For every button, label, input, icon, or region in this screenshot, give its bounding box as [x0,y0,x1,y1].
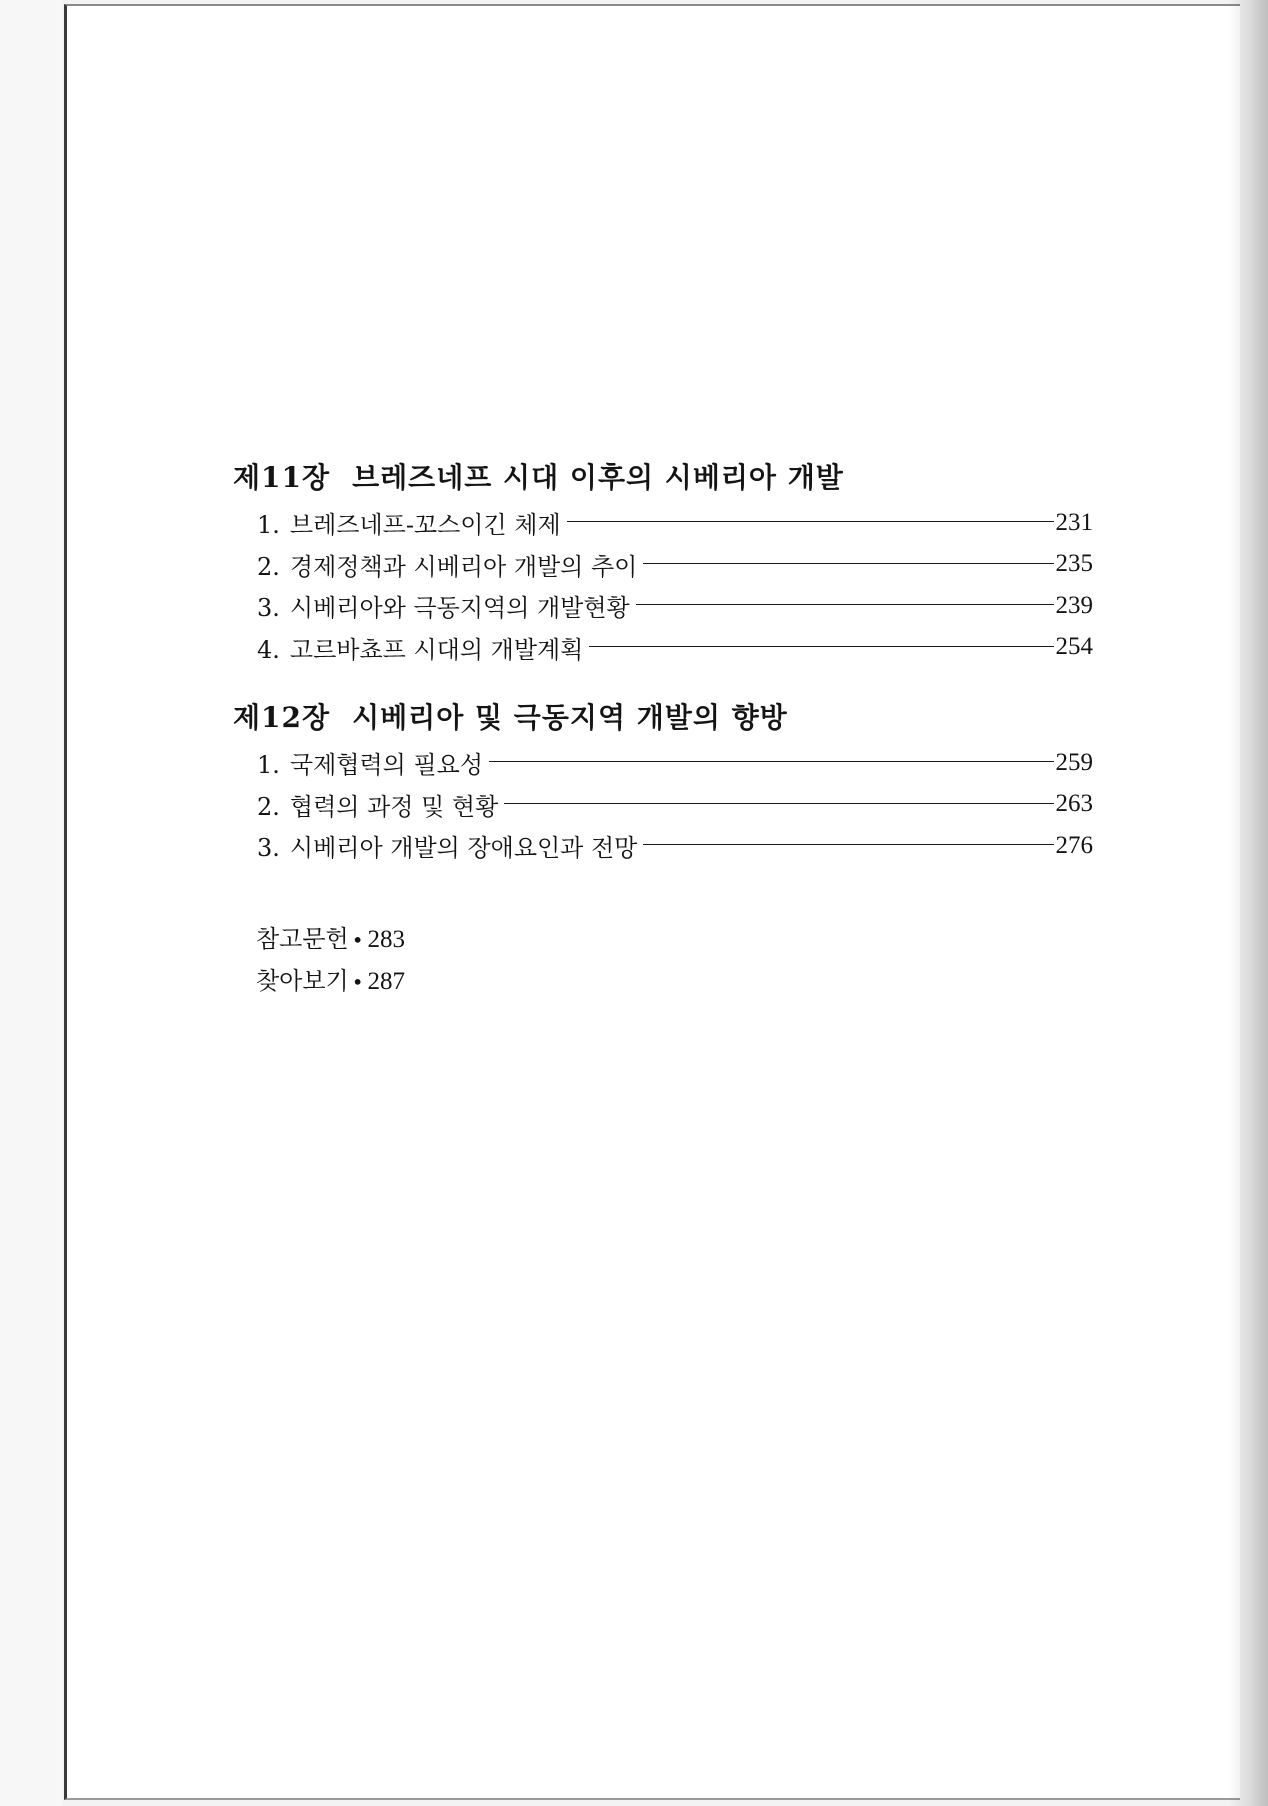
entry-title: 브레즈네프-꼬스이긴 체제 [289,511,561,540]
entry-label [257,787,498,822]
entry-title: 경제정책과 시베리아 개발의 추이 [289,552,638,581]
entry-number: 3. [257,594,280,623]
leader-line [643,844,1053,845]
entry-page-number: 263 [1055,790,1093,818]
toc-entry [233,585,1093,627]
entry-number: 1. [257,751,280,780]
chapter-title: 시베리아 및 극동지역 개발의 향방 [352,701,788,734]
bullet-separator: • [351,970,364,994]
leader-line [636,604,1054,605]
entry-number: 2. [257,552,280,581]
entry-title: 협력의 과정 및 현황 [289,792,499,821]
back-matter [256,918,405,1002]
chapter-title: 브레즈네프 시대 이후의 시베리아 개발 [352,461,844,494]
back-matter-item [256,960,405,1002]
page-edge-shadow [1228,0,1268,1806]
entry-page-number: 276 [1055,831,1093,859]
chapter-heading [233,458,1093,498]
table-of-contents [233,458,1093,897]
entry-title: 시베리아 개발의 장애요인과 전망 [289,834,638,863]
bullet-separator: • [351,928,364,952]
back-matter-label: 참고문헌 [256,925,349,953]
entry-label [257,588,630,623]
leader-line [643,563,1053,564]
leader-line [489,761,1053,762]
entry-title: 시베리아와 극동지역의 개발현황 [289,594,630,623]
chapter-12 [233,698,1093,867]
entry-number: 1. [257,511,280,540]
back-matter-page: 283 [367,926,406,953]
toc-entry [233,502,1093,544]
back-matter-page: 287 [367,968,406,995]
entry-label [257,547,637,582]
toc-entry [233,544,1093,586]
entry-page-number: 259 [1055,748,1093,776]
leader-line [589,646,1053,647]
entry-label [257,505,561,540]
chapter-number: 제12장 [233,701,331,734]
toc-entry [233,627,1093,669]
entry-label [257,745,483,780]
toc-entry [233,742,1093,784]
back-matter-label: 찾아보기 [256,967,349,995]
toc-entry [233,825,1093,867]
entry-title: 고르바쵸프 시대의 개발계획 [289,635,584,664]
chapter-11 [233,458,1093,668]
chapter-heading [233,698,1093,738]
leader-line [567,521,1054,522]
entry-page-number: 235 [1055,550,1093,578]
entry-page-number: 239 [1055,591,1093,619]
leader-line [504,803,1053,804]
entry-page-number: 254 [1055,633,1093,661]
entry-title: 국제협력의 필요성 [289,751,484,780]
entry-label [257,630,583,665]
toc-entry [233,784,1093,826]
entry-number: 2. [257,792,280,821]
entry-number: 4. [257,635,280,664]
entry-page-number: 231 [1055,508,1093,536]
book-page [64,4,1240,1800]
scan-margin [0,0,62,1806]
chapter-number: 제11장 [233,461,331,494]
back-matter-item [256,918,405,960]
entry-number: 3. [257,834,280,863]
entry-label [257,828,637,863]
